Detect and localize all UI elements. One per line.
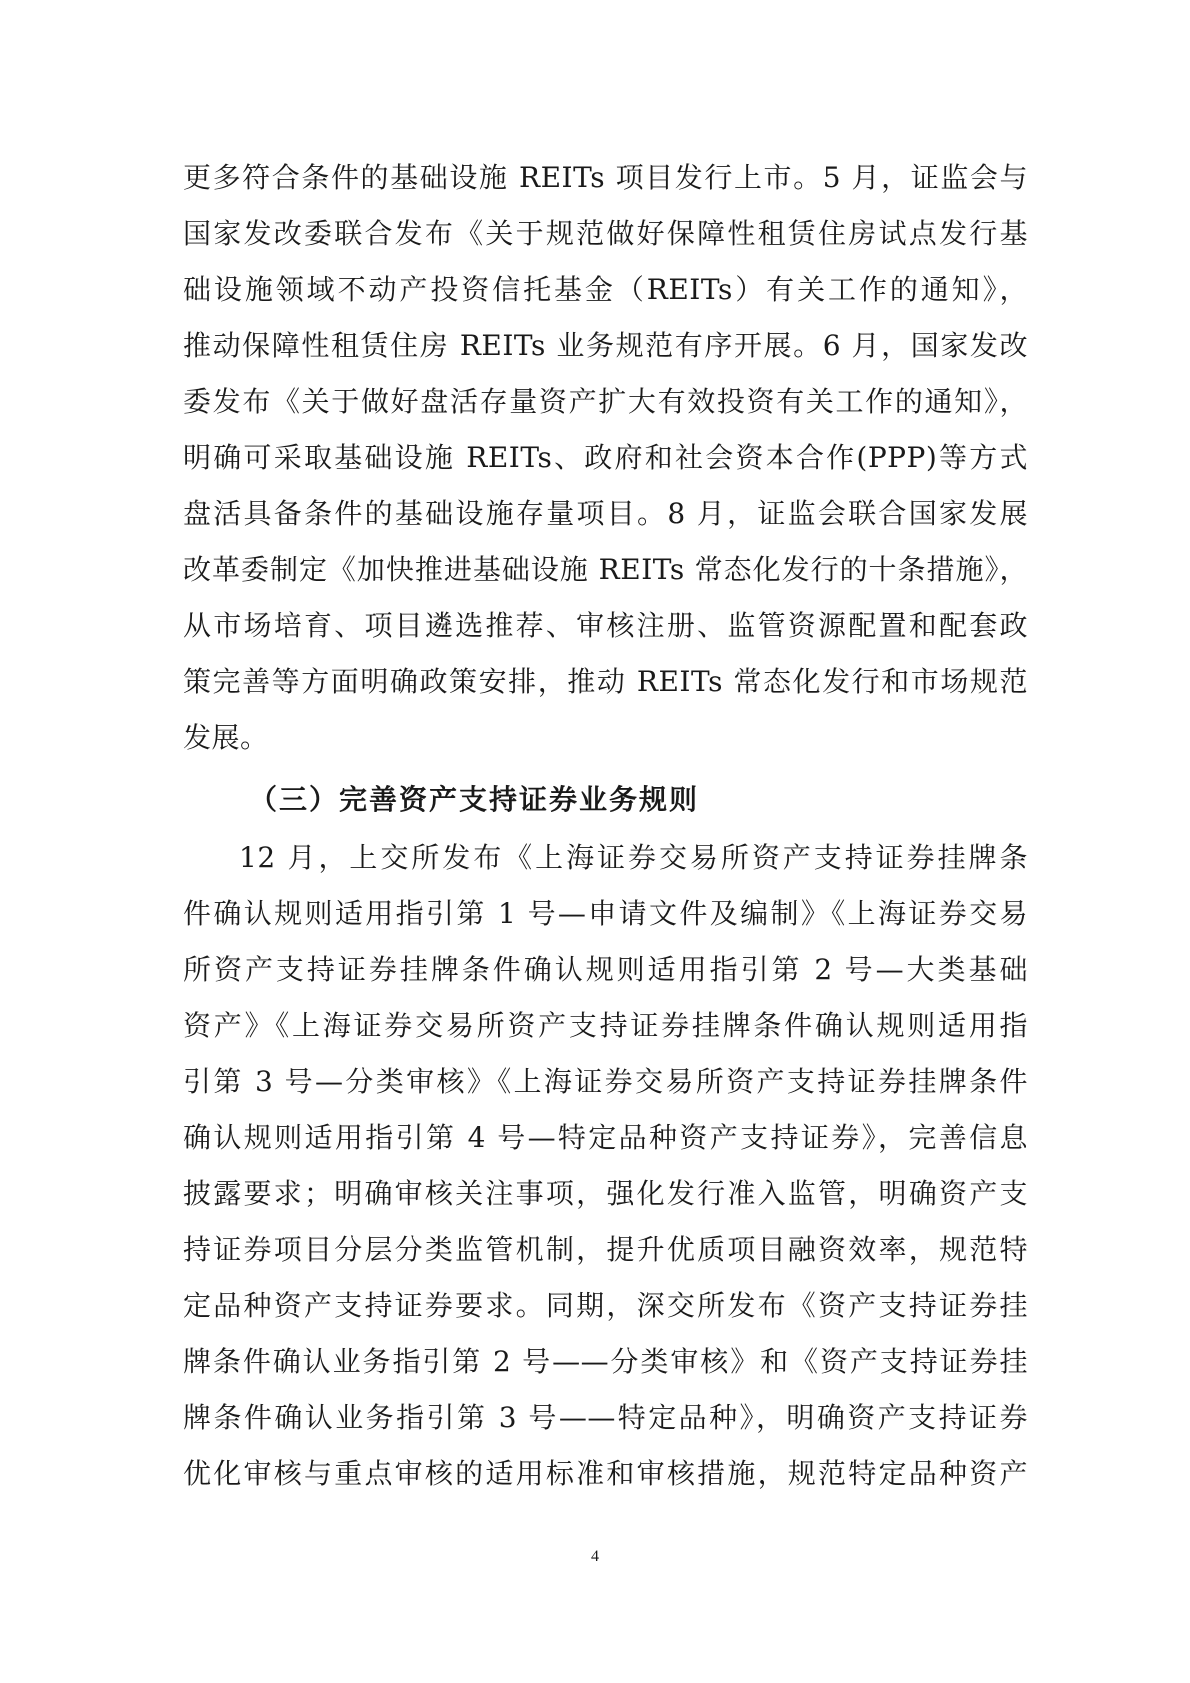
paragraph-line: 发展。 — [183, 721, 269, 754]
paragraph-line: 12 月，上交所发布《上海证券交易所资产支持证券挂牌条 — [239, 841, 1028, 874]
paragraph-reits-policies — [183, 150, 1028, 766]
section-heading — [183, 772, 1028, 828]
paragraph-line: 资产》《上海证券交易所资产支持证券挂牌条件确认规则适用指 — [183, 1009, 1028, 1042]
paragraph-line: 委发布《关于做好盘活存量资产扩大有效投资有关工作的通知》， — [183, 385, 1028, 418]
paragraph-line: 持证券项目分层分类监管机制，提升优质项目融资效率，规范特 — [183, 1233, 1028, 1266]
paragraph-line: 盘活具备条件的基础设施存量项目。8 月，证监会联合国家发展 — [183, 497, 1028, 530]
section-heading-text: （三）完善资产支持证券业务规则 — [249, 783, 700, 816]
paragraph-line: 国家发改委联合发布《关于规范做好保障性租赁住房试点发行基 — [183, 217, 1028, 250]
paragraph-line: 础设施领域不动产投资信托基金（REITs）有关工作的通知》， — [183, 273, 1028, 306]
paragraph-line: 披露要求；明确审核关注事项，强化发行准入监管，明确资产支 — [183, 1177, 1028, 1210]
paragraph-line: 更多符合条件的基础设施 REITs 项目发行上市。5 月，证监会与 — [183, 161, 1028, 194]
paragraph-abs-rules — [183, 830, 1028, 1502]
paragraph-line: 引第 3 号—分类审核》《上海证券交易所资产支持证券挂牌条件 — [183, 1065, 1028, 1098]
paragraph-line: 策完善等方面明确政策安排，推动 REITs 常态化发行和市场规范 — [183, 665, 1028, 698]
paragraph-line: 定品种资产支持证券要求。同期，深交所发布《资产支持证券挂 — [183, 1289, 1028, 1322]
paragraph-line: 改革委制定《加快推进基础设施 REITs 常态化发行的十条措施》， — [183, 553, 1028, 586]
paragraph-line: 推动保障性租赁住房 REITs 业务规范有序开展。6 月，国家发改 — [183, 329, 1028, 362]
page-number: 4 — [591, 1548, 599, 1565]
paragraph-line: 牌条件确认业务指引第 3 号——特定品种》，明确资产支持证券 — [183, 1401, 1028, 1434]
paragraph-line: 所资产支持证券挂牌条件确认规则适用指引第 2 号—大类基础 — [183, 953, 1028, 986]
paragraph-line: 优化审核与重点审核的适用标准和审核措施，规范特定品种资产 — [183, 1457, 1028, 1490]
paragraph-line: 确认规则适用指引第 4 号—特定品种资产支持证券》，完善信息 — [183, 1121, 1028, 1154]
paragraph-line: 件确认规则适用指引第 1 号—申请文件及编制》《上海证券交易 — [183, 897, 1028, 930]
paragraph-line: 从市场培育、项目遴选推荐、审核注册、监管资源配置和配套政 — [183, 609, 1028, 642]
paragraph-line: 牌条件确认业务指引第 2 号——分类审核》和《资产支持证券挂 — [183, 1345, 1028, 1378]
paragraph-line: 明确可采取基础设施 REITs、政府和社会资本合作(PPP)等方式 — [183, 441, 1028, 474]
